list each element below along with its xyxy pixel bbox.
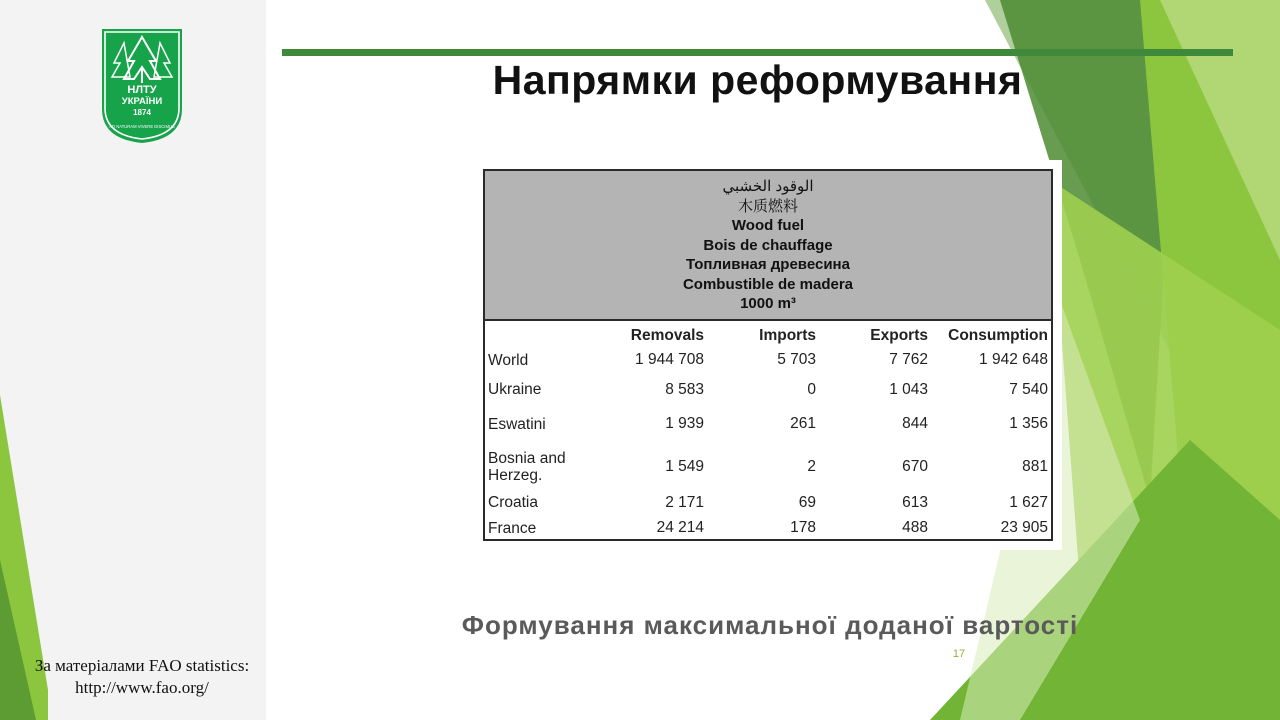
country-cell: Ukraine [488,381,542,398]
table-header [485,171,1051,321]
source-label: За матеріалами FAO statistics: [34,656,250,675]
header-chinese: 木质燃料 [737,197,798,215]
table-row [485,444,1051,490]
country-cell: World [488,351,529,369]
source-note [18,655,266,699]
column-header-exports: Exports [870,327,928,344]
consumption-cell: 23 905 [1000,519,1048,536]
consumption-cell: 881 [1022,458,1048,475]
exports-cell: 670 [902,458,928,475]
column-header-imports: Imports [759,327,816,344]
svg-text:AD NATURAM VIVERE DISCIMUS: AD NATURAM VIVERE DISCIMUS [109,124,175,129]
exports-cell: 844 [902,415,928,432]
imports-cell: 69 [798,493,816,511]
imports-cell: 2 [807,458,816,475]
removals-cell: 1 944 708 [635,351,704,368]
removals-cell: 2 171 [665,493,704,511]
country-cell: Bosnia and Herzeg. [488,450,566,484]
slide-number: 17 [952,648,966,660]
exports-cell: 613 [902,493,928,511]
imports-cell: 5 703 [777,351,816,368]
imports-cell: 0 [807,380,816,398]
exports-cell: 1 043 [889,380,928,398]
removals-cell: 24 214 [656,519,704,536]
imports-cell: 178 [790,519,816,536]
column-header-consumption: Consumption [948,327,1048,344]
title-rule [282,49,1233,56]
consumption-cell: 1 356 [1009,415,1048,432]
table-row [485,490,1051,515]
nltu-logo [100,27,184,145]
removals-cell: 1 549 [665,458,704,475]
header-french: Bois de chauffage [703,236,833,254]
table-row [485,515,1051,541]
slide-subtitle: Формування максимальної доданої вартості [461,610,1079,640]
country-cell: Croatia [488,494,538,511]
wood-fuel-table [483,169,1053,541]
slide-title: Напрямки реформування [492,57,1023,103]
exports-cell: 488 [902,519,928,536]
removals-cell: 1 939 [665,415,704,432]
imports-cell: 261 [790,415,816,432]
header-arabic: الوقود الخشبي [722,178,814,195]
header-russian: Топливная древесина [686,256,850,273]
header-spanish: Combustible de madera [682,275,854,293]
svg-text:НЛТУ: НЛТУ [127,84,157,96]
removals-cell: 8 583 [665,380,704,398]
data-table [485,321,1051,541]
source-url: http://www.fao.org/ [75,678,209,697]
country-cell: Eswatini [488,415,546,433]
consumption-cell: 7 540 [1009,380,1048,398]
column-header-removals: Removals [630,327,704,344]
consumption-cell: 1 627 [1009,493,1048,511]
consumption-cell: 1 942 648 [979,351,1048,368]
country-cell: France [488,519,537,537]
header-english: Wood fuel [731,217,805,234]
table-row [485,375,1051,404]
header-unit: 1000 m³ [740,295,796,312]
column-header-row [485,321,1051,345]
table-row [485,404,1051,444]
column-header [485,321,597,345]
svg-text:УКРАЇНИ: УКРАЇНИ [121,96,163,107]
table-row [485,345,1051,375]
svg-text:1874: 1874 [133,108,151,117]
exports-cell: 7 762 [889,351,928,368]
